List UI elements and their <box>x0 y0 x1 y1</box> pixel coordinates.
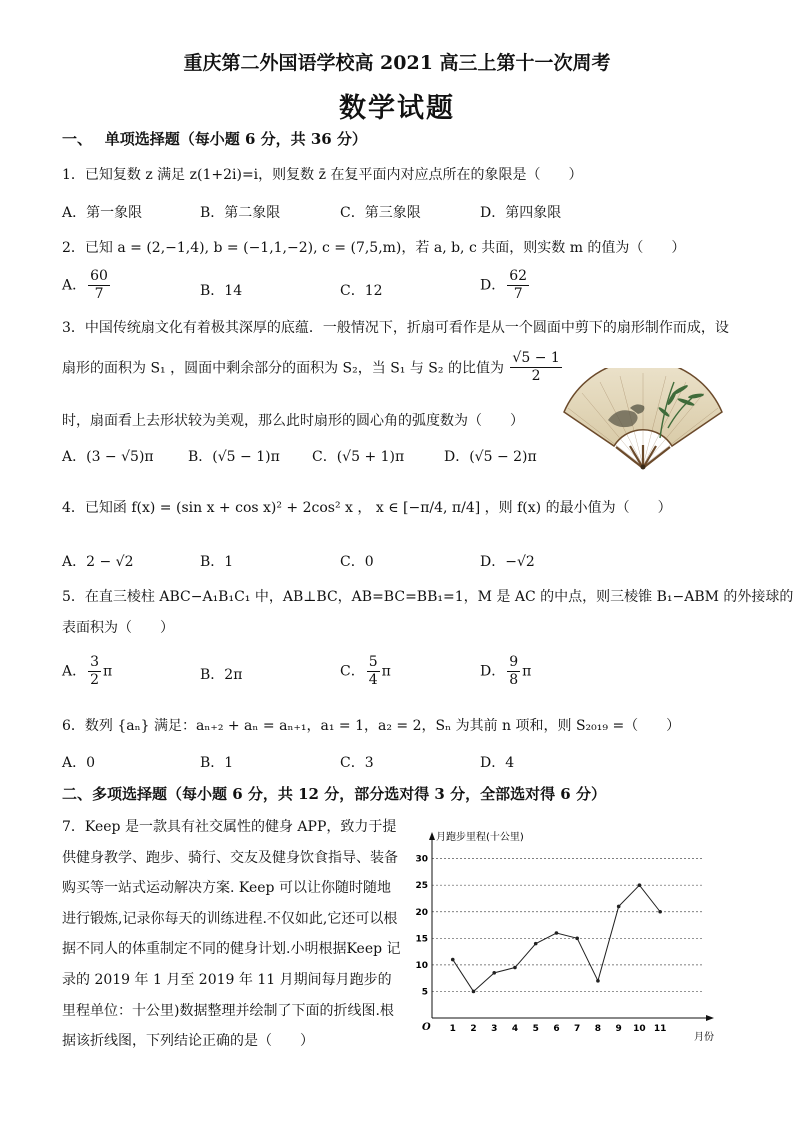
q4-option-d: D．−√2 <box>480 554 535 570</box>
q2-option-a-label: A． <box>62 277 87 294</box>
question-4-interval: x ∈ [−π/4, π/4] <box>375 500 481 516</box>
y-tick-label: 20 <box>415 907 428 918</box>
line-chart-svg <box>408 826 724 1058</box>
q6-option-c: C．3 <box>340 755 374 771</box>
exam-subtitle: 数学试题 <box>339 93 455 124</box>
question-6-stem: 6．数列 {aₙ} 满足：aₙ₊₂ + aₙ = aₙ₊₁，a₁ = 1，a₂ = 2，Sₙ 为其前 n 项和，则 S₂₀₁₉ =（ ） <box>62 718 681 734</box>
q4-option-b: B．1 <box>200 554 234 570</box>
q5-option-d-fraction <box>507 654 520 689</box>
q5-option-a <box>62 654 112 689</box>
fraction-denominator: 8 <box>509 672 519 688</box>
fraction-denominator: 2 <box>90 672 100 688</box>
data-point <box>596 979 600 983</box>
y-axis-arrow <box>429 832 435 840</box>
pi-symbol: π <box>522 663 532 680</box>
q2-option-d-label: D． <box>480 277 506 294</box>
question-3-line-3: 时，扇面看上去形状较为美观，那么此时扇形的圆心角的弧度数为（ ） <box>62 413 524 429</box>
data-point <box>492 971 496 975</box>
fraction-denominator: 2 <box>531 368 541 384</box>
y-tick-label: 30 <box>415 854 428 865</box>
x-tick-label: 8 <box>594 1024 602 1034</box>
fraction-numerator: 3 <box>90 654 100 670</box>
q5-option-c-fraction <box>367 654 380 689</box>
x-tick-label: 4 <box>511 1024 519 1034</box>
q5-option-d-label: D． <box>480 663 506 680</box>
question-7-text: 7．Keep 是一款具有社交属性的健身 APP，致力于提供健身教学、跑步、骑行、交友及健身饮食指导、装备购买等一站式运动解决方案. Keep 可以让你随时随地进行锻炼,记录你每天的训练进程.不仅如此,它还可以根据不同人的体重制定不同的健身计划.小明根据Keep 记录的 2019 年 1 月至 2019 年 11 月期间每月跑步的里程单位：十公里)数据整理并绘制了下面的折线图.根据该折线图，下列结论正确的是（ ） <box>62 819 401 1050</box>
q1-option-a: A．第一象限 <box>62 205 143 221</box>
golden-ratio-fraction <box>510 350 561 385</box>
fraction-denominator: 7 <box>513 286 523 302</box>
x-tick-label: 7 <box>574 1024 581 1034</box>
q2-option-a-fraction <box>88 268 110 303</box>
x-axis-arrow <box>706 1015 714 1021</box>
q6-option-a: A．0 <box>62 755 96 771</box>
x-tick-label: 2 <box>470 1024 477 1034</box>
q2-option-d <box>480 268 531 303</box>
question-3-line-2-text: 扇形的面积为 S₁ ，圆面中剩余部分的面积为 S₂，当 S₁ 与 S₂ 的比值为 <box>62 360 504 377</box>
question-2-stem: 2．已知 a = (2,−1,4), b = (−1,1,−2), c = (7,5,m)，若 a, b, c 共面，则实数 m 的值为（ ） <box>62 240 686 256</box>
monthly-running-chart <box>408 826 724 1062</box>
question-4-stem <box>62 497 672 517</box>
x-tick-label: 6 <box>553 1024 560 1034</box>
data-point <box>575 937 579 941</box>
q2-option-a <box>62 268 112 303</box>
q1-option-b: B．第二象限 <box>200 205 281 221</box>
x-tick-label: 3 <box>491 1024 498 1034</box>
y-tick-label: 10 <box>415 960 428 971</box>
data-point <box>472 990 476 994</box>
q3-option-b: B．(√5 − 1)π <box>188 449 280 465</box>
fraction-numerator: √5 − 1 <box>512 350 560 366</box>
origin-label: O <box>422 1022 431 1033</box>
q5-option-d <box>480 654 531 689</box>
section-single-choice: 一、 单项选择题（每小题 6 分，共 36 分） <box>62 130 367 148</box>
data-point <box>638 883 642 887</box>
question-5-line-2: 表面积为（ ） <box>62 620 174 636</box>
q2-option-c: C．12 <box>340 283 383 299</box>
x-tick-label: 10 <box>633 1024 646 1034</box>
fraction-denominator: 7 <box>94 286 104 302</box>
data-point <box>555 931 559 935</box>
q4-option-c: C．0 <box>340 554 374 570</box>
data-point <box>451 958 455 962</box>
pi-symbol: π <box>381 663 391 680</box>
section-multiple-choice: 二、多项选择题（每小题 6 分，共 12 分，部分选对得 3 分，全部选对得 6 分） <box>62 785 606 803</box>
fraction-numerator: 60 <box>90 268 108 284</box>
question-4-stem-part-2: ，则 f(x) 的最小值为（ ） <box>484 500 672 516</box>
fraction-numerator: 62 <box>509 268 528 284</box>
x-tick-label: 1 <box>449 1024 456 1034</box>
q2-option-b: B．14 <box>200 283 243 299</box>
q5-option-b: B．2π <box>200 667 243 683</box>
q5-option-a-fraction <box>88 654 101 689</box>
y-tick-label: 5 <box>421 987 428 998</box>
x-tick-label: 11 <box>653 1024 667 1034</box>
q6-option-b: B．1 <box>200 755 234 771</box>
fraction-numerator: 5 <box>368 654 378 670</box>
q5-option-c <box>340 654 391 689</box>
x-tick-label: 9 <box>615 1024 622 1034</box>
q5-option-a-label: A． <box>62 663 87 680</box>
question-3-line-2 <box>62 350 564 385</box>
q1-option-d: D．第四象限 <box>480 205 562 221</box>
exam-title: 重庆第二外国语学校高 2021 高三上第十一次周考 <box>183 52 611 74</box>
question-5-line-1: 5．在直三棱柱 ABC−A₁B₁C₁ 中，AB⊥BC，AB=BC=BB₁=1，M 是 AC 的中点，则三棱锥 B₁−ABM 的外接球的 <box>62 589 794 605</box>
chart-title: 月跑步里程(十公里) <box>436 832 524 843</box>
question-4-stem-part-1: 4．已知函 f(x) = (sin x + cos x)² + 2cos² x ， <box>62 500 372 516</box>
x-tick-label: 5 <box>532 1024 539 1034</box>
q3-option-c: C．(√5 + 1)π <box>312 449 405 465</box>
q3-option-a: A．(3 − √5)π <box>62 449 154 465</box>
q1-option-c: C．第三象限 <box>340 205 421 221</box>
data-point <box>658 910 662 914</box>
q4-option-a: A．2 − √2 <box>62 554 134 570</box>
fraction-numerator: 9 <box>509 654 519 670</box>
q2-option-d-fraction <box>507 268 529 303</box>
data-point <box>617 905 621 909</box>
question-3-line-1: 3．中国传统扇文化有着极其深厚的底蕴．一般情况下，折扇可看作是从一个圆面中剪下的扇形制作而成，设 <box>62 320 729 336</box>
pi-symbol: π <box>103 663 113 680</box>
y-tick-label: 15 <box>415 934 428 945</box>
q6-option-d: D．4 <box>480 755 515 771</box>
q5-option-c-label: C． <box>340 663 365 680</box>
folding-fan-image <box>560 368 726 474</box>
x-axis-label: 月份 <box>694 1032 714 1043</box>
question-1-stem: 1．已知复数 z 满足 z(1+2i)=i，则复数 z̄ 在复平面内对应点所在的象限是（ ） <box>62 167 583 183</box>
q3-option-d: D．(√5 − 2)π <box>444 449 537 465</box>
data-point <box>534 942 538 946</box>
data-point <box>513 966 517 970</box>
y-tick-label: 25 <box>415 881 428 892</box>
fraction-denominator: 4 <box>368 672 378 688</box>
